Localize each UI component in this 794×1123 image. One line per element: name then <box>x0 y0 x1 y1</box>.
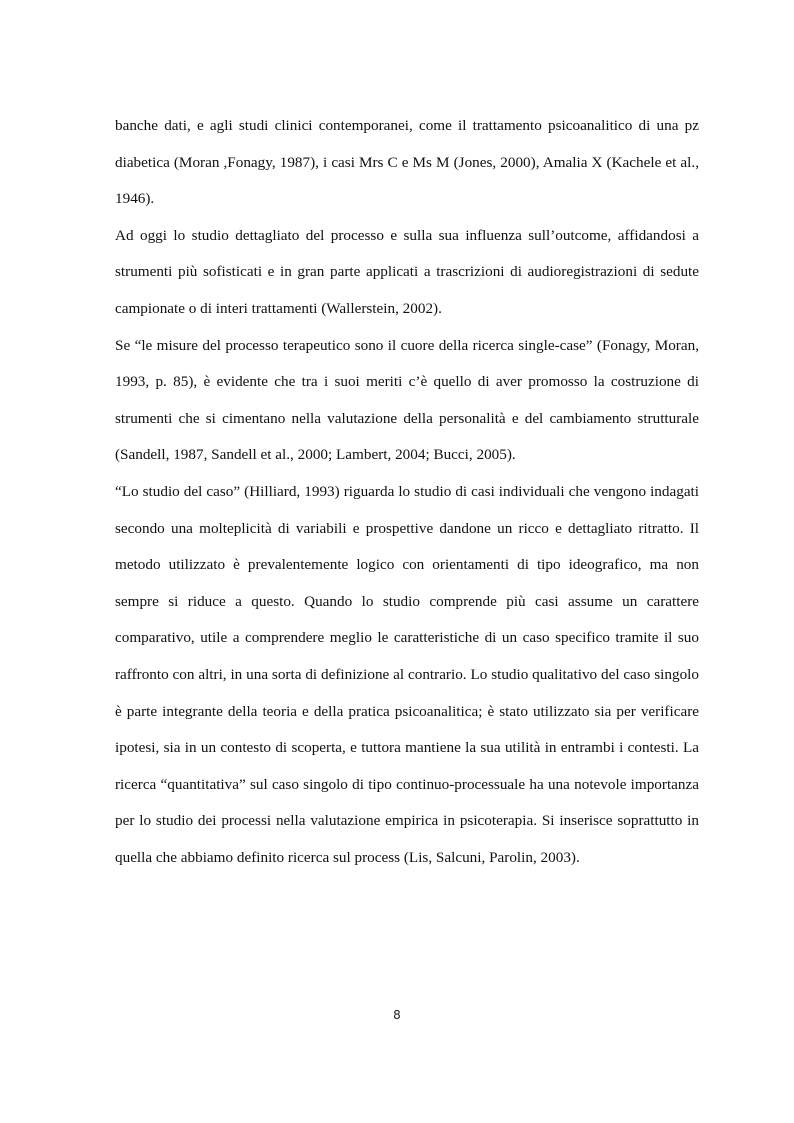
paragraph-2: Ad oggi lo studio dettagliato del processo e sulla sua influenza sull’outcome, affidandosi a strumenti più sofisticati e in gran parte applicati a trascrizioni di audioregistrazioni di sedute campionate o di interi trattamenti (Wallerstein, 2002). <box>115 226 699 317</box>
paragraph-4: “Lo studio del caso” (Hilliard, 1993) riguarda lo studio di casi individuali che vengono indagati secondo una molteplicità di variabili e prospettive dandone un ricco e dettagliato ritratto. Il metodo utilizzato è prevalentemente logico con orientamenti di tipo ideografico, ma non sempre si riduce a questo. Quando lo studio comprende più casi assume un carattere comparativo, utile a comprendere meglio le caratteristiche di un caso specifico tramite il suo raffronto con altri, in una sorta di definizione al contrario. Lo studio qualitativo del caso singolo è parte integrante della teoria e della pratica psicoanalitica; è stato utilizzato sia per verificare ipotesi, sia in un contesto di scoperta, e tuttora mantiene la sua utilità in entrambi i contesti. La ricerca “quantitativa” sul caso singolo di tipo continuo-processuale ha una notevole importanza per lo studio dei processi nella valutazione empirica in psicoterapia. Si inserisce soprattutto in quella che abbiamo definito ricerca sul process (Lis, Salcuni, Parolin, 2003). <box>115 482 699 866</box>
page-number: 8 <box>393 1008 401 1022</box>
paragraph-3: Se “le misure del processo terapeutico sono il cuore della ricerca single-case” (Fonagy, Moran, 1993, p. 85), è evidente che tra i suoi meriti c’è quello di aver promosso la costruzione di strumenti che si cimentano nella valutazione della personalità e del cambiamento strutturale (Sandell, 1987, Sandell et al., 2000; Lambert, 2004; Bucci, 2005). <box>115 336 699 464</box>
paragraph-1: banche dati, e agli studi clinici contemporanei, come il trattamento psicoanalitico di una pz diabetica (Moran ,Fonagy, 1987), i casi Mrs C e Ms M (Jones, 2000), Amalia X (Kachele et al., 1946). <box>115 117 699 208</box>
body-text <box>115 108 699 876</box>
